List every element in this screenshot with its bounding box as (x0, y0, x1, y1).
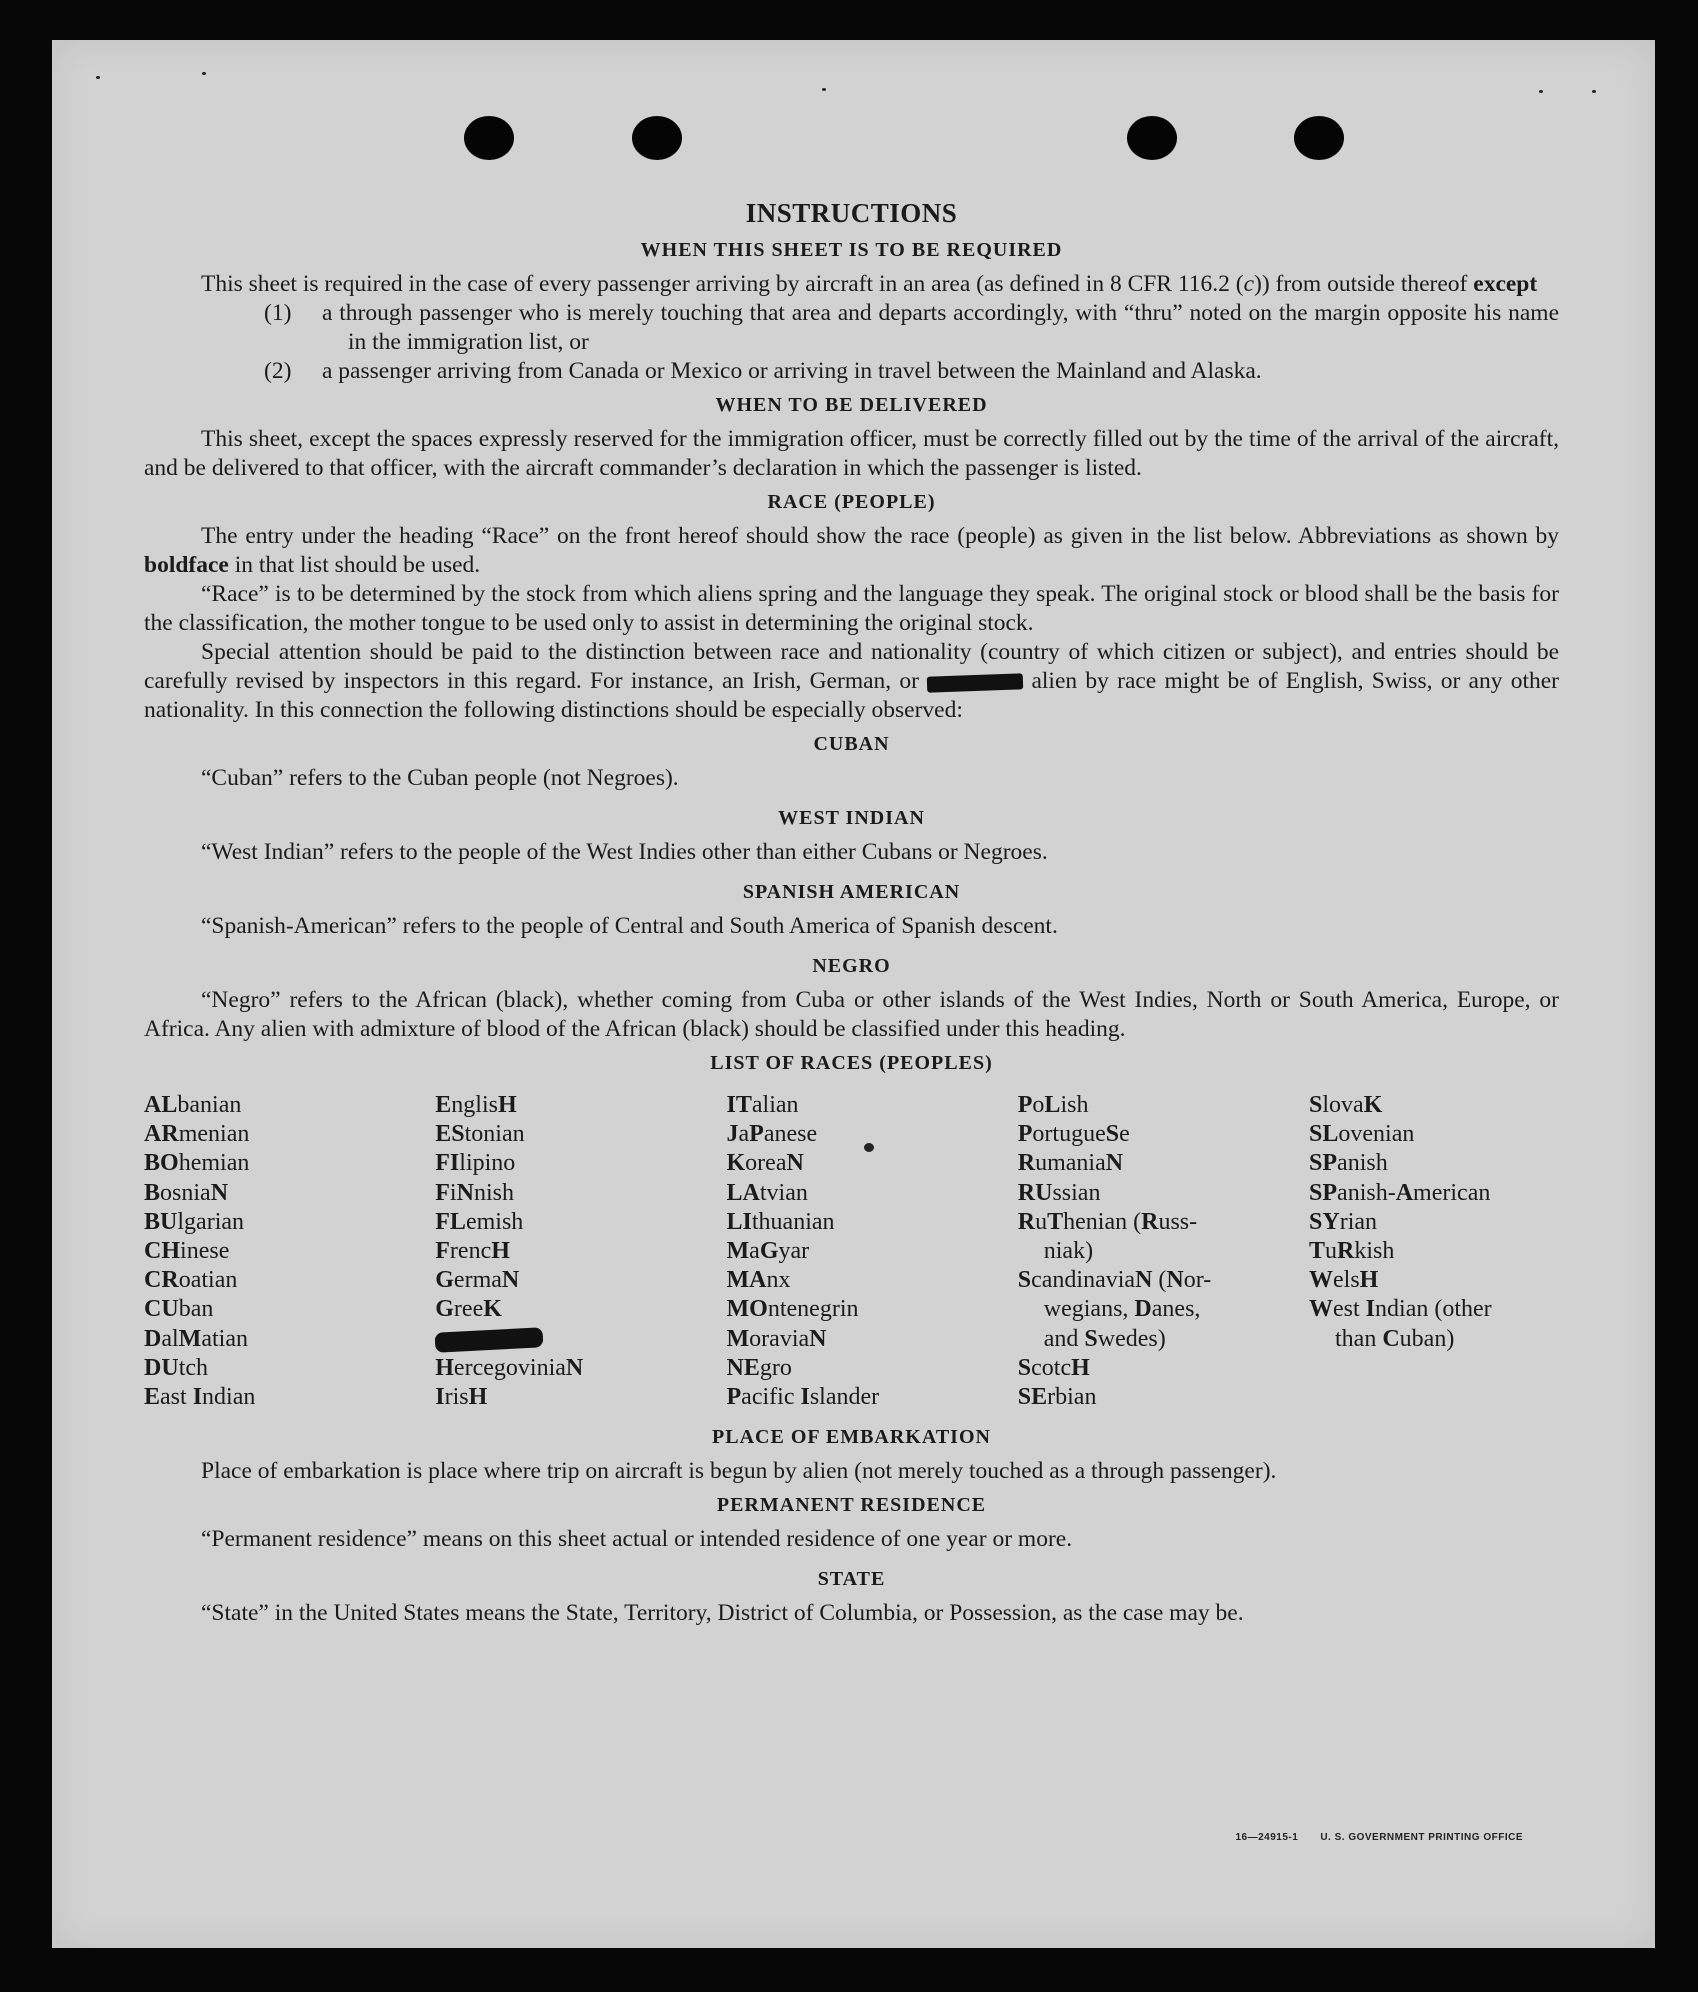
section-heading: PERMANENT RESIDENCE (716, 1494, 987, 1517)
negro-text: “Negro” refers to the African (black), whether coming from Cuba or other islands of the West Indies, North or South America, Europe, or Africa. Any alien with admixture of blood of the African (black) should be classified under this heading. (144, 987, 1559, 1042)
page-title: INSTRUCTIONS (745, 198, 958, 228)
residence-text: “Permanent residence” means on this sheet actual or intended residence of one year or more. (201, 1526, 1073, 1553)
redaction-mark (927, 673, 1023, 692)
section-heading: LIST OF RACES (PEOPLES) (710, 1052, 993, 1074)
race-entry-redacted (435, 1325, 717, 1354)
race-entry: GermaN (435, 1267, 520, 1294)
race-entry: SLovenian (1309, 1121, 1415, 1148)
race-entry: SlovaK (1309, 1092, 1383, 1118)
redaction-mark (435, 1327, 544, 1353)
race-entry: SPanish-American (1309, 1179, 1491, 1206)
race-entry: SPanish (1309, 1150, 1388, 1177)
race-entry: PoLish (1017, 1092, 1089, 1118)
race-entry: Pacific Islander (726, 1384, 880, 1411)
race-entry: MOntenegrin (726, 1296, 859, 1323)
race-entry: FLemish (435, 1208, 524, 1235)
embarkation-text: Place of embarkation is place where trip on aircraft is begun by alien (not merely touched as a through passenger). (201, 1458, 1277, 1485)
race-paragraph: The entry under the heading “Race” on the front hereof should show the race (people) as given in the list below. Abbreviations as shown by boldface in that list should be used. (144, 523, 1559, 578)
punch-hole (1127, 116, 1177, 160)
race-entry: ALbanian (144, 1092, 242, 1118)
punch-hole (1294, 116, 1344, 160)
races-column (144, 1091, 426, 1412)
race-entry-continued: niak) (1043, 1238, 1094, 1265)
exception-item: (2) a passenger arriving from Canada or Mexico or arriving in travel between the Mainland and Alaska. (264, 358, 1262, 384)
race-entry: ScotcH (1017, 1354, 1090, 1381)
race-entry-continued: wegians, Danes, (1043, 1296, 1201, 1323)
race-entry: FIlipino (435, 1150, 516, 1177)
section-heading: SPANISH AMERICAN (742, 881, 961, 903)
race-entry: HercegoviniaN (435, 1354, 584, 1381)
race-entry: IrisH (435, 1384, 488, 1411)
race-entry: MoraviaN (726, 1325, 827, 1352)
section-heading: WHEN TO BE DELIVERED (715, 394, 988, 416)
race-entry: RUssian (1017, 1179, 1101, 1206)
spanish-american-text: “Spanish-American” refers to the people of Central and South America of Spanish descent. (201, 913, 1058, 939)
required-intro: This sheet is required in the case of every passenger arriving by aircraft in an area (as defined in 8 CFR 116.2 (c)) from outside thereof except (201, 271, 1538, 297)
west-indian-text: “West Indian” refers to the people of the West Indies other than either Cubans or Negroes. (201, 839, 1048, 865)
races-column (1018, 1091, 1300, 1412)
race-entry: JaPanese (726, 1121, 818, 1148)
race-paragraph: Special attention should be paid to the distinction between race and nationality (country of which citizen or subject), and entries should be carefully revised by inspectors in this regard. For instance, an Irish, German, or alien by race might be of English, Swiss, or any other nationality. In this connection the following distinctions should be especially observed: (144, 639, 1559, 723)
race-entry: GreeK (435, 1296, 502, 1323)
race-entry: FrencH (435, 1238, 510, 1265)
race-entry: MAnx (726, 1267, 791, 1294)
race-entry: DUtch (144, 1354, 209, 1381)
delivered-text: This sheet, except the spaces expressly reserved for the immigration officer, must be correctly filled out by the time of the arrival of the aircraft, and be delivered to that officer, with the aircraft commander’s declaration in which the passenger is listed. (144, 426, 1559, 481)
punch-hole (464, 116, 514, 160)
printer-imprint: 16—24915-1 U. S. GOVERNMENT PRINTING OFFICE (1235, 1832, 1523, 1843)
section-heading: NEGRO (812, 955, 891, 977)
section-heading: WEST INDIAN (778, 807, 925, 829)
race-entry: West Indian (other (1309, 1296, 1492, 1323)
races-column (1309, 1091, 1559, 1412)
race-entry: LAtvian (726, 1179, 808, 1206)
races-column (727, 1091, 1009, 1412)
race-entry: KoreaN (726, 1150, 804, 1177)
speck (1539, 90, 1543, 93)
race-entry: BOhemian (144, 1150, 250, 1177)
race-entry: BUlgarian (144, 1208, 245, 1235)
race-entry: ScandinaviaN (Nor- (1017, 1267, 1212, 1294)
punch-hole (632, 116, 682, 160)
race-entry: CUban (144, 1296, 214, 1323)
speck (1592, 90, 1596, 93)
speck (202, 72, 206, 75)
race-entry-continued: and Swedes) (1043, 1325, 1166, 1352)
races-column (435, 1091, 717, 1412)
race-entry: RuThenian (Russ- (1017, 1208, 1198, 1235)
race-entry: FiNnish (435, 1179, 514, 1206)
race-entry: EStonian (435, 1121, 525, 1148)
races-list (144, 1091, 1559, 1412)
document-page (52, 40, 1655, 1948)
speck (822, 88, 826, 91)
race-entry-continued: than Cuban) (1335, 1325, 1455, 1352)
race-entry: EnglisH (435, 1092, 517, 1118)
race-entry: MaGyar (726, 1238, 810, 1265)
speck (96, 76, 100, 79)
race-entry: TuRkish (1309, 1238, 1395, 1265)
race-entry: CHinese (144, 1238, 230, 1265)
instructions-body (144, 198, 1559, 1628)
race-entry: SYrian (1309, 1208, 1378, 1235)
race-entry: CRoatian (144, 1267, 238, 1294)
race-entry: ITalian (726, 1092, 799, 1118)
section-heading: CUBAN (813, 733, 890, 755)
race-entry: BosniaN (144, 1179, 229, 1206)
race-entry: NEgro (726, 1354, 792, 1381)
race-entry: ARmenian (144, 1121, 250, 1148)
section-heading: WHEN THIS SHEET IS TO BE REQUIRED (640, 239, 1063, 261)
race-entry: WelsH (1309, 1267, 1379, 1294)
race-paragraph: “Race” is to be determined by the stock from which aliens spring and the language they speak. The original stock or blood shall be the basis for the classification, the mother tongue to be used only to assist in determining the original stock. (144, 581, 1559, 636)
section-heading: RACE (PEOPLE) (767, 491, 936, 513)
state-text: “State” in the United States means the State, Territory, District of Columbia, or Possession, as the case may be. (201, 1600, 1244, 1627)
race-entry: PortugueSe (1017, 1121, 1130, 1148)
section-heading: STATE (817, 1568, 886, 1591)
exception-item: (1) a through passenger who is merely touching that area and departs accordingly, with “thru” noted on the margin opposite his name in the immigration list, or (264, 300, 1559, 355)
race-entry: SErbian (1017, 1384, 1097, 1411)
race-entry: RumaniaN (1017, 1150, 1124, 1177)
race-entry: East Indian (144, 1384, 256, 1411)
cuban-text: “Cuban” refers to the Cuban people (not Negroes). (201, 765, 679, 791)
race-entry: LIthuanian (726, 1208, 835, 1235)
race-entry: DalMatian (144, 1325, 248, 1352)
section-heading: PLACE OF EMBARKATION (712, 1426, 991, 1449)
